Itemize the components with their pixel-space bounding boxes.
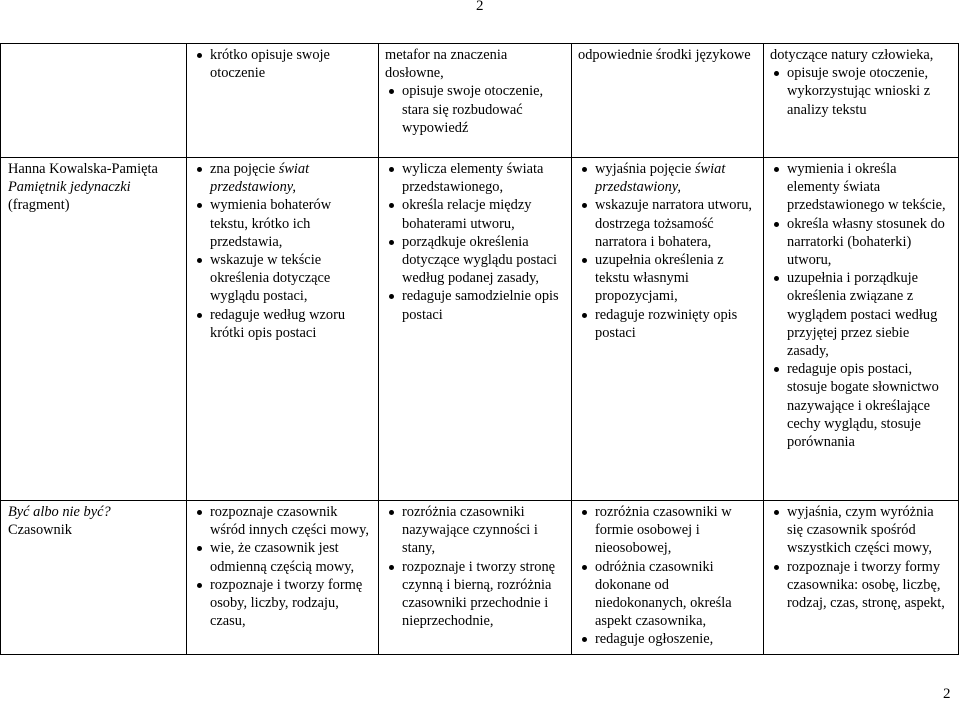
list-item: rozpoznaje i tworzy formę osoby, liczby, rodzaju, czasu, [193, 576, 372, 631]
table-row [1, 44, 959, 158]
list-item: opisuje swoje otoczenie, wykorzystując wnioski z analizy tekstu [770, 64, 952, 119]
page-number-bottom: 2 [943, 686, 951, 702]
grade-cell-4 [764, 501, 959, 655]
list-item: odróżnia czasowniki dokonane od niedokonanych, określa aspekt czasownika, [578, 558, 757, 631]
list-item: rozpoznaje i tworzy formy czasownika: osobę, liczbę, rodzaj, czas, stronę, aspekt, [770, 558, 952, 613]
list-item: opisuje swoje otoczenie, stara się rozbudować wypowiedź [385, 82, 565, 137]
list-item: rozróżnia czasowniki nazywające czynności i stany, [385, 503, 565, 558]
list-item: redaguje ogłoszenie, [578, 630, 757, 648]
table-row [1, 158, 959, 501]
list-item: wskazuje w tekście określenia dotyczące wyglądu postaci, [193, 251, 372, 306]
continued-text: odpowiednie środki językowe [578, 47, 751, 63]
requirements-table [0, 43, 959, 655]
grade-cell-2 [379, 501, 572, 655]
continued-text: metafor na znaczenia dosłowne, [385, 47, 508, 82]
grade-cell-3 [572, 501, 764, 655]
list-item: określa relacje między bohaterami utworu, [385, 196, 565, 232]
grade-cell-2 [379, 158, 572, 501]
topic-author: Hanna Kowalska-Pamięta [8, 161, 158, 177]
topic-work-title: Pamiętnik jedynaczki [8, 179, 131, 196]
grade-cell-4 [764, 44, 959, 158]
page-number-top: 2 [476, 0, 484, 14]
grade-cell-4 [764, 158, 959, 501]
topic-title: Być albo nie być? [8, 504, 111, 520]
list-item: redaguje samodzielnie opis postaci [385, 287, 565, 323]
topic-subtitle: Czasownik [8, 522, 72, 539]
list-item: określa własny stosunek do narratorki (bohaterki) utworu, [770, 215, 952, 270]
grade-cell-3 [572, 158, 764, 501]
topic-cell [1, 501, 187, 655]
list-item: redaguje rozwinięty opis postaci [578, 306, 757, 342]
topic-note: (fragment) [8, 197, 70, 214]
list-item: uzupełnia określenia z tekstu własnymi propozycjami, [578, 251, 757, 306]
list-item: rozpoznaje czasownik wśród innych części mowy, [193, 503, 372, 539]
grade-cell-1 [187, 158, 379, 501]
topic-cell [1, 44, 187, 158]
list-item: porządkuje określenia dotyczące wyglądu postaci według podanej zasady, [385, 233, 565, 288]
topic-cell [1, 158, 187, 501]
grade-cell-3 [572, 44, 764, 158]
list-item: wylicza elementy świata przedstawionego, [385, 160, 565, 196]
list-item: redaguje według wzoru krótki opis postaci [193, 306, 372, 342]
list-item: uzupełnia i porządkuje określenia związane z wyglądem postaci według przyjętej przez siebie zasady, [770, 269, 952, 360]
list-item: rozpoznaje i tworzy stronę czynną i bierną, rozróżnia czasowniki przechodnie i nieprzechodnie, [385, 558, 565, 631]
list-item: wie, że czasownik jest odmienną częścią mowy, [193, 539, 372, 575]
continued-text: dotyczące natury człowieka, [770, 47, 934, 63]
list-item: wymienia i określa elementy świata przedstawionego w tekście, [770, 160, 952, 215]
list-item: wskazuje narratora utworu, dostrzega tożsamość narratora i bohatera, [578, 196, 757, 251]
list-item: redaguje opis postaci, stosuje bogate słownictwo nazywające i określające cechy wyglądu, stosuje porównania [770, 360, 952, 451]
list-item: rozróżnia czasowniki w formie osobowej i nieosobowej, [578, 503, 757, 558]
list-item: zna pojęcie świat przedstawiony, [193, 160, 372, 196]
list-item: wymienia bohaterów tekstu, krótko ich przedstawia, [193, 196, 372, 251]
table-row [1, 501, 959, 655]
grade-cell-1 [187, 501, 379, 655]
list-item: wyjaśnia pojęcie świat przedstawiony, [578, 160, 757, 196]
list-item: wyjaśnia, czym wyróżnia się czasownik spośród wszystkich części mowy, [770, 503, 952, 558]
grade-cell-2 [379, 44, 572, 158]
grade-cell-1 [187, 44, 379, 158]
list-item: krótko opisuje swoje otoczenie [193, 46, 372, 82]
